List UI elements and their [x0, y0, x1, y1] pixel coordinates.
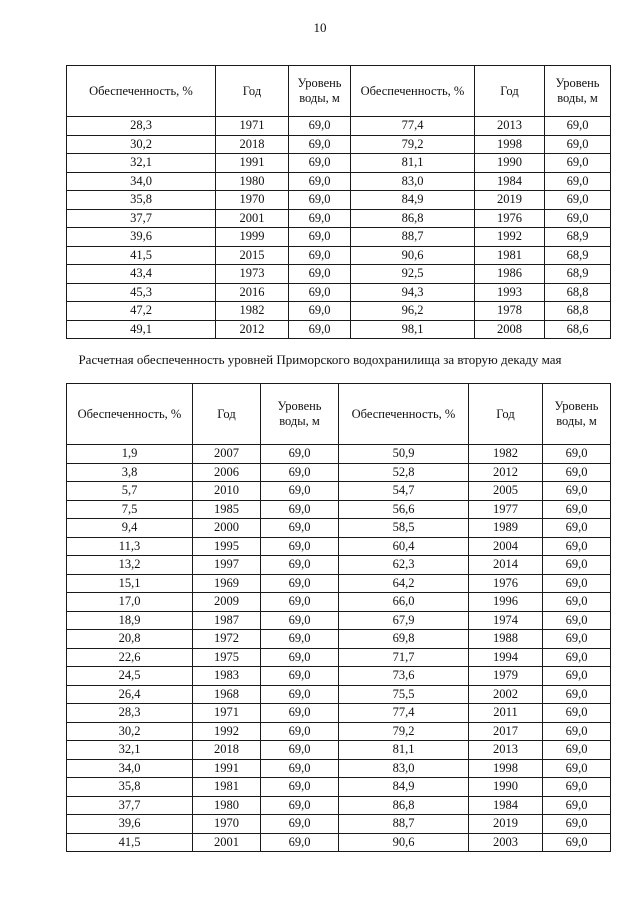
- table-cell: 2001: [193, 833, 261, 852]
- table-row: [67, 445, 611, 464]
- table-caption: Расчетная обеспеченность уровней Приморского водохранилища за вторую декаду мая: [78, 352, 562, 367]
- table-cell: 24,5: [67, 667, 193, 686]
- table-cell: 2012: [469, 463, 543, 482]
- table-cell: 69,0: [543, 833, 611, 852]
- table-cell: 69,0: [261, 741, 339, 760]
- table-cell: 2019: [469, 815, 543, 834]
- header-level: Уровень воды, м: [289, 66, 351, 117]
- table-cell: 2005: [469, 482, 543, 501]
- table-cell: 69,0: [543, 778, 611, 797]
- table-cell: 69,0: [261, 574, 339, 593]
- table-cell: 39,6: [67, 815, 193, 834]
- table-cell: 69,0: [261, 593, 339, 612]
- table-cell: 69,0: [289, 246, 351, 265]
- table-cell: 86,8: [351, 209, 475, 228]
- table-cell: 32,1: [67, 154, 216, 173]
- table-cell: 1990: [469, 778, 543, 797]
- table-row: [67, 667, 611, 686]
- table-cell: 69,0: [289, 302, 351, 321]
- table-cell: 69,0: [543, 482, 611, 501]
- table-cell: 69,0: [289, 191, 351, 210]
- table-cell: 90,6: [339, 833, 469, 852]
- table-cell: 2010: [193, 482, 261, 501]
- table-cell: 5,7: [67, 482, 193, 501]
- table-cell: 2009: [193, 593, 261, 612]
- table-cell: 1998: [475, 135, 545, 154]
- table-cell: 1982: [469, 445, 543, 464]
- table-cell: 37,7: [67, 796, 193, 815]
- table-row: [67, 593, 611, 612]
- table-cell: 90,6: [351, 246, 475, 265]
- table-cell: 69,0: [261, 648, 339, 667]
- table-cell: 68,9: [545, 246, 611, 265]
- table-cell: 13,2: [67, 556, 193, 575]
- table-supply-2: [66, 383, 611, 852]
- table-body: [67, 445, 611, 852]
- table-cell: 92,5: [351, 265, 475, 284]
- table-row: [67, 630, 611, 649]
- table-row: [67, 302, 611, 321]
- table-row: [67, 759, 611, 778]
- table-cell: 68,9: [545, 228, 611, 247]
- table-cell: 69,0: [543, 574, 611, 593]
- table-cell: 1986: [475, 265, 545, 284]
- table-cell: 69,0: [545, 154, 611, 173]
- table-cell: 56,6: [339, 500, 469, 519]
- table-cell: 69,0: [261, 556, 339, 575]
- table-cell: 62,3: [339, 556, 469, 575]
- table-cell: 66,0: [339, 593, 469, 612]
- table-cell: 69,0: [289, 228, 351, 247]
- table-cell: 1997: [193, 556, 261, 575]
- table-cell: 28,3: [67, 117, 216, 136]
- table-row: [67, 648, 611, 667]
- table-cell: 69,0: [543, 815, 611, 834]
- table-cell: 1969: [193, 574, 261, 593]
- table-row: [67, 283, 611, 302]
- table-cell: 39,6: [67, 228, 216, 247]
- table-cell: 98,1: [351, 320, 475, 339]
- table-cell: 69,0: [543, 648, 611, 667]
- table-cell: 32,1: [67, 741, 193, 760]
- table-cell: 1984: [469, 796, 543, 815]
- table-row: [67, 154, 611, 173]
- table-cell: 69,0: [261, 500, 339, 519]
- table-supply-1: [66, 65, 611, 339]
- table-cell: 67,9: [339, 611, 469, 630]
- table-row: [67, 172, 611, 191]
- table-row: [67, 265, 611, 284]
- table-cell: 35,8: [67, 191, 216, 210]
- table-cell: 69,0: [289, 135, 351, 154]
- header-supply: Обеспеченность, %: [67, 384, 193, 445]
- table-cell: 2018: [193, 741, 261, 760]
- table-cell: 17,0: [67, 593, 193, 612]
- table-cell: 64,2: [339, 574, 469, 593]
- table-row: [67, 815, 611, 834]
- table-cell: 69,0: [545, 191, 611, 210]
- table-cell: 88,7: [351, 228, 475, 247]
- table-cell: 69,0: [261, 815, 339, 834]
- table-row: [67, 320, 611, 339]
- table-cell: 69,0: [289, 320, 351, 339]
- table-cell: 79,2: [339, 722, 469, 741]
- table-cell: 83,0: [339, 759, 469, 778]
- table-cell: 58,5: [339, 519, 469, 538]
- table-cell: 69,0: [545, 172, 611, 191]
- table-cell: 45,3: [67, 283, 216, 302]
- table-cell: 2019: [475, 191, 545, 210]
- table-cell: 71,7: [339, 648, 469, 667]
- table-cell: 1976: [475, 209, 545, 228]
- table-cell: 1976: [469, 574, 543, 593]
- table-body: [67, 117, 611, 339]
- table-cell: 2008: [475, 320, 545, 339]
- table-cell: 69,0: [261, 630, 339, 649]
- table-cell: 79,2: [351, 135, 475, 154]
- table-cell: 52,8: [339, 463, 469, 482]
- table-cell: 2003: [469, 833, 543, 852]
- table-cell: 69,0: [543, 630, 611, 649]
- header-supply: Обеспеченность, %: [351, 66, 475, 117]
- table-cell: 69,0: [289, 209, 351, 228]
- table-row: [67, 537, 611, 556]
- table-cell: 69,0: [543, 537, 611, 556]
- table-cell: 2016: [216, 283, 289, 302]
- table-row: [67, 741, 611, 760]
- table-cell: 2011: [469, 704, 543, 723]
- table-cell: 2012: [216, 320, 289, 339]
- header-level: Уровень воды, м: [545, 66, 611, 117]
- table-cell: 2007: [193, 445, 261, 464]
- table-cell: 30,2: [67, 722, 193, 741]
- table-cell: 77,4: [351, 117, 475, 136]
- table-cell: 2015: [216, 246, 289, 265]
- table-cell: 60,4: [339, 537, 469, 556]
- table-cell: 69,0: [545, 135, 611, 154]
- table-cell: 2013: [469, 741, 543, 760]
- table-cell: 77,4: [339, 704, 469, 723]
- table-cell: 1983: [193, 667, 261, 686]
- table-cell: 1992: [475, 228, 545, 247]
- table-cell: 69,0: [289, 265, 351, 284]
- header-year: Год: [216, 66, 289, 117]
- table-cell: 1979: [469, 667, 543, 686]
- table-cell: 69,0: [543, 722, 611, 741]
- table-cell: 69,0: [543, 445, 611, 464]
- table-cell: 73,6: [339, 667, 469, 686]
- table-cell: 2000: [193, 519, 261, 538]
- table-cell: 15,1: [67, 574, 193, 593]
- table-row: [67, 704, 611, 723]
- table-row: [67, 722, 611, 741]
- table-cell: 34,0: [67, 759, 193, 778]
- table-cell: 1991: [216, 154, 289, 173]
- table-cell: 69,0: [543, 796, 611, 815]
- table-cell: 81,1: [339, 741, 469, 760]
- table-cell: 7,5: [67, 500, 193, 519]
- table-cell: 1970: [216, 191, 289, 210]
- table-row: [67, 228, 611, 247]
- table-cell: 1974: [469, 611, 543, 630]
- table-cell: 28,3: [67, 704, 193, 723]
- table-cell: 1975: [193, 648, 261, 667]
- table-cell: 1,9: [67, 445, 193, 464]
- table-row: [67, 482, 611, 501]
- table-cell: 69,0: [543, 741, 611, 760]
- table-cell: 81,1: [351, 154, 475, 173]
- table-cell: 2002: [469, 685, 543, 704]
- table-row: [67, 556, 611, 575]
- table-cell: 22,6: [67, 648, 193, 667]
- table-cell: 49,1: [67, 320, 216, 339]
- table-cell: 1985: [193, 500, 261, 519]
- table-cell: 69,0: [289, 117, 351, 136]
- table-cell: 1978: [475, 302, 545, 321]
- table-row: [67, 833, 611, 852]
- table-cell: 69,0: [543, 759, 611, 778]
- table-cell: 1999: [216, 228, 289, 247]
- table-cell: 1993: [475, 283, 545, 302]
- table-cell: 68,8: [545, 283, 611, 302]
- table-cell: 1984: [475, 172, 545, 191]
- table-cell: 1980: [193, 796, 261, 815]
- table-row: [67, 135, 611, 154]
- table-row: [67, 191, 611, 210]
- table-cell: 88,7: [339, 815, 469, 834]
- table-cell: 43,4: [67, 265, 216, 284]
- table-cell: 69,0: [543, 685, 611, 704]
- table-cell: 1991: [193, 759, 261, 778]
- table-row: [67, 117, 611, 136]
- table-cell: 69,0: [261, 463, 339, 482]
- table-cell: 75,5: [339, 685, 469, 704]
- table-cell: 54,7: [339, 482, 469, 501]
- table-cell: 11,3: [67, 537, 193, 556]
- table-cell: 94,3: [351, 283, 475, 302]
- table-cell: 69,0: [543, 667, 611, 686]
- table-cell: 69,0: [543, 593, 611, 612]
- table-row: [67, 796, 611, 815]
- table-cell: 1980: [216, 172, 289, 191]
- table-cell: 1981: [193, 778, 261, 797]
- table-cell: 69,0: [545, 117, 611, 136]
- table-row: [67, 574, 611, 593]
- header-year: Год: [469, 384, 543, 445]
- table-cell: 2017: [469, 722, 543, 741]
- table-cell: 69,0: [543, 556, 611, 575]
- table-cell: 1989: [469, 519, 543, 538]
- table-cell: 1982: [216, 302, 289, 321]
- table-cell: 37,7: [67, 209, 216, 228]
- table-cell: 1994: [469, 648, 543, 667]
- table-cell: 1971: [193, 704, 261, 723]
- table-cell: 69,0: [261, 759, 339, 778]
- table-cell: 69,0: [261, 482, 339, 501]
- table-row: [67, 463, 611, 482]
- table-cell: 2004: [469, 537, 543, 556]
- table-cell: 69,0: [543, 611, 611, 630]
- table-cell: 1971: [216, 117, 289, 136]
- page-number: 10: [313, 20, 327, 35]
- table-cell: 69,0: [543, 500, 611, 519]
- table-cell: 69,0: [261, 722, 339, 741]
- table-cell: 69,0: [261, 445, 339, 464]
- table-cell: 69,0: [261, 796, 339, 815]
- table-row: [67, 519, 611, 538]
- table-cell: 69,0: [261, 611, 339, 630]
- table-cell: 69,0: [261, 537, 339, 556]
- header-supply: Обеспеченность, %: [67, 66, 216, 117]
- table-cell: 35,8: [67, 778, 193, 797]
- table-cell: 50,9: [339, 445, 469, 464]
- table-cell: 69,0: [545, 209, 611, 228]
- table-cell: 1998: [469, 759, 543, 778]
- table-cell: 69,0: [261, 833, 339, 852]
- table-cell: 68,8: [545, 302, 611, 321]
- table-cell: 84,9: [339, 778, 469, 797]
- table-cell: 69,0: [261, 667, 339, 686]
- table-cell: 1992: [193, 722, 261, 741]
- table-cell: 69,0: [261, 519, 339, 538]
- table-cell: 41,5: [67, 833, 193, 852]
- table-cell: 69,0: [261, 778, 339, 797]
- table-cell: 1988: [469, 630, 543, 649]
- table-cell: 41,5: [67, 246, 216, 265]
- header-year: Год: [475, 66, 545, 117]
- table-cell: 69,0: [543, 704, 611, 723]
- table-cell: 2006: [193, 463, 261, 482]
- table-cell: 1990: [475, 154, 545, 173]
- table-row: [67, 209, 611, 228]
- table-cell: 69,0: [543, 519, 611, 538]
- table-cell: 84,9: [351, 191, 475, 210]
- header-year: Год: [193, 384, 261, 445]
- table-cell: 1970: [193, 815, 261, 834]
- table-cell: 69,8: [339, 630, 469, 649]
- table-cell: 1987: [193, 611, 261, 630]
- table-row: [67, 778, 611, 797]
- header-level: Уровень воды, м: [543, 384, 611, 445]
- table-cell: 69,0: [289, 283, 351, 302]
- table-cell: 69,0: [261, 685, 339, 704]
- table-cell: 1996: [469, 593, 543, 612]
- table-row: [67, 246, 611, 265]
- table-header: [67, 384, 611, 445]
- table-cell: 1977: [469, 500, 543, 519]
- table-cell: 69,0: [543, 463, 611, 482]
- table-cell: 86,8: [339, 796, 469, 815]
- table-row: [67, 685, 611, 704]
- table-cell: 3,8: [67, 463, 193, 482]
- table-cell: 1972: [193, 630, 261, 649]
- table-cell: 2018: [216, 135, 289, 154]
- table-cell: 69,0: [289, 172, 351, 191]
- table-cell: 2013: [475, 117, 545, 136]
- table-cell: 1968: [193, 685, 261, 704]
- table-cell: 69,0: [289, 154, 351, 173]
- table-cell: 1973: [216, 265, 289, 284]
- table-cell: 96,2: [351, 302, 475, 321]
- table-cell: 30,2: [67, 135, 216, 154]
- table-row: [67, 500, 611, 519]
- table-cell: 2014: [469, 556, 543, 575]
- table-cell: 68,9: [545, 265, 611, 284]
- table-header: [67, 66, 611, 117]
- table-cell: 26,4: [67, 685, 193, 704]
- table-cell: 34,0: [67, 172, 216, 191]
- table-cell: 18,9: [67, 611, 193, 630]
- table-cell: 1981: [475, 246, 545, 265]
- table-cell: 2001: [216, 209, 289, 228]
- header-supply: Обеспеченность, %: [339, 384, 469, 445]
- table-cell: 83,0: [351, 172, 475, 191]
- header-level: Уровень воды, м: [261, 384, 339, 445]
- table-cell: 9,4: [67, 519, 193, 538]
- table-cell: 1995: [193, 537, 261, 556]
- table-cell: 69,0: [261, 704, 339, 723]
- table-cell: 47,2: [67, 302, 216, 321]
- table-cell: 68,6: [545, 320, 611, 339]
- table-row: [67, 611, 611, 630]
- table-cell: 20,8: [67, 630, 193, 649]
